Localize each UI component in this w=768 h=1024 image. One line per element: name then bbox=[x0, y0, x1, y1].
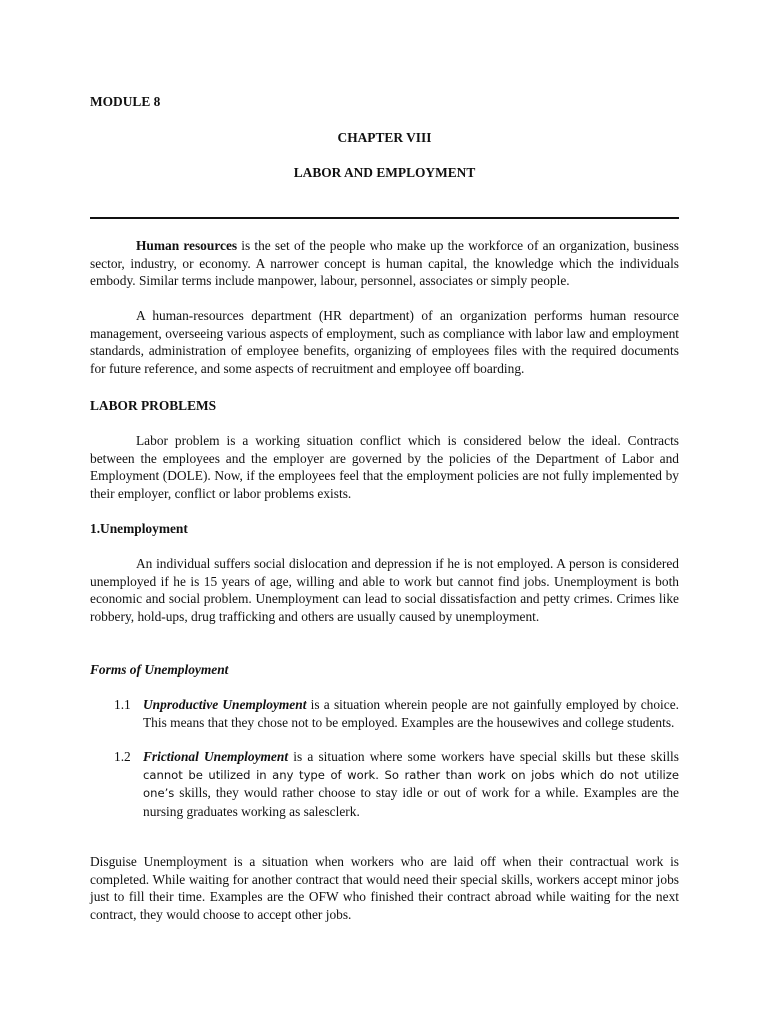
unemployment-paragraph: An individual suffers social dislocation and depression if he is not employed. A person is considered unemployed if he is 15 years of age, willing and able to work but cannot find jobs. Unemployment is both economic and social problem. Unemployment can lead to social dissatisfaction and petty crimes. Crimes like robbery, hold-ups, drug trafficking and others are usually caused by unemployment. bbox=[90, 556, 679, 624]
list-item-text: is a situation wherein people are not gainfully employed by choice. This means that they chose not to be employed. Examples are the housewives and college students. bbox=[143, 697, 679, 730]
list-item-term: Unproductive Unemployment bbox=[143, 697, 307, 712]
list-item-term: Frictional Unemployment bbox=[143, 749, 289, 764]
hr-department-paragraph: A human-resources department (HR department) of an organization performs human resource management, overseeing various aspects of employment, such as compliance with labor law and employment standards, administration of employee benefits, organizing of employees files with the required documents for future reference, and some aspects of recruitment and employee off boarding. bbox=[90, 308, 679, 376]
intro-term: Human resources bbox=[136, 238, 238, 253]
list-item-number: 1.2 bbox=[114, 749, 131, 764]
list-item-body bbox=[143, 696, 679, 731]
chapter-title: LABOR AND EMPLOYMENT bbox=[293, 165, 476, 180]
intro-text: is the set of the people who make up the workforce of an organization, business sector, industry, or economy. A narrower concept is human capital, the knowledge which the individuals embody. Similar terms include manpower, labour, personnel, associates or simply people. bbox=[90, 238, 679, 289]
forms-heading: Forms of Unemployment bbox=[90, 662, 229, 677]
labor-problems-heading: LABOR PROBLEMS bbox=[90, 398, 217, 413]
chapter-label: CHAPTER VIII bbox=[337, 130, 432, 145]
title-divider bbox=[90, 217, 679, 219]
list-item-text: is a situation where some workers have special skills but these skills bbox=[288, 749, 679, 764]
list-item-body bbox=[143, 748, 679, 820]
list-item-text-end: skills, they would rather choose to stay idle or out of work for a while. Examples are the nursing graduates working as salesclerk. bbox=[143, 785, 679, 819]
disguise-paragraph: Disguise Unemployment is a situation when workers who are laid off when their contractual work is completed. While waiting for another contract that would need their special skills, workers accept minor jobs just to fill their time. Examples are the OFW who finished their contract abroad while waiting for the next contract, they would choose to accept other jobs. bbox=[90, 854, 679, 922]
module-label: MODULE 8 bbox=[90, 94, 161, 109]
intro-paragraph bbox=[90, 237, 679, 290]
list-item-number: 1.1 bbox=[114, 697, 131, 712]
unemployment-heading: 1.Unemployment bbox=[90, 521, 188, 536]
labor-problems-paragraph: Labor problem is a working situation conflict which is considered below the ideal. Contracts between the employees and the employer are governed by the policies of the Department of Labor and Employment (DOLE). Now, if the employees feel that the employment policies are not fully implemented by their employer, conflict or labor problems exists. bbox=[90, 433, 679, 501]
list-item-text-sans: cannot be utilized in any type of work. So rather than work on jobs which do not utilize one’s bbox=[143, 767, 679, 801]
